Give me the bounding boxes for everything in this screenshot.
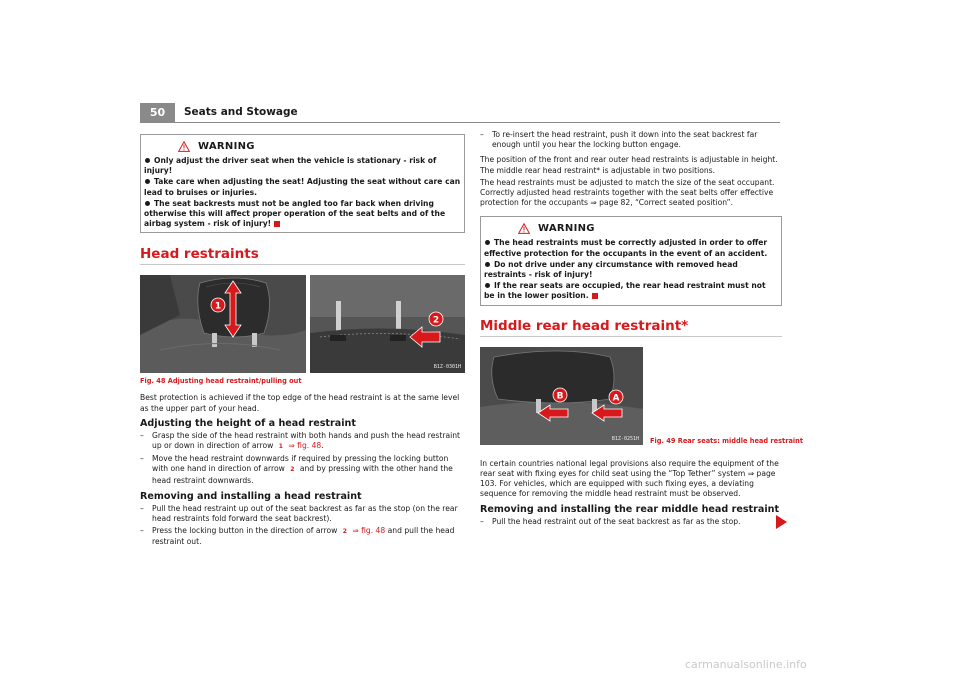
warning-title: WARNING [198,141,255,152]
list-item: – Pull the head restraint out of the seat backrest as far as the stop. [480,517,741,527]
warning-triangle-icon [518,223,530,234]
warning-text: Take care when adjusting the seat! Adjusting the seat without care can lead to bruises or injuries. [144,177,461,197]
middle-head-restraint-image [480,347,643,445]
head-restraint-seat-image [140,275,306,373]
left-column [140,134,465,548]
figure-code: B1Z-0251H [611,435,639,442]
warning-box-head-restraints [480,216,782,305]
warning-title: WARNING [538,223,595,235]
figure-48 [140,275,465,373]
warning-box-seat [140,134,465,233]
photo-pull-out-head-restraint [310,275,465,373]
bullet-icon [145,201,150,206]
callout-b: B [556,391,564,402]
photo-middle-head-restraint [480,347,643,445]
photo-adjust-head-restraint [140,275,306,373]
subheading-remove-install: Removing and installing a head restraint [140,490,362,502]
bullet-icon [485,240,490,245]
list-item: – Move the head restraint downwards if required by pressing the locking button with one hand in direction of arrow 2 and by pressing with the other hand the head restraint downwards. [140,454,453,485]
next-page-arrow-icon[interactable] [776,515,787,529]
page-header-title: Seats and Stowage [184,106,298,118]
callout-a: A [612,393,620,404]
arrow-callout-1: 1 [278,443,283,451]
warning-item [144,177,461,197]
footer-watermark: carmanualsonline.info [685,658,807,671]
paragraph: The head restraints must be adjusted to match the size of the seat occupant. Correctly adjusted head restraints together with the seat belts offer effective protection for the occupants ⇒ page 82, “Correct seated position”. [480,177,775,208]
figure-48-caption: Fig. 48 Adjusting head restraint/pulling out [140,377,302,386]
fig-48-link[interactable]: ⇒ fig. 48 [352,526,386,536]
arrow-callout-2: 2 [290,466,295,474]
warning-item: Do not drive under any circumstance with removed head restraints - risk of injury! [484,259,738,280]
right-column [480,130,803,528]
warning-item: The head restraints must be correctly adjusted in order to offer effective protection for the occupants in the event of an accident. [484,238,768,258]
figure-49-caption: Fig. 49 Rear seats: middle head restraint [650,436,803,445]
section-end-icon [592,293,598,299]
header-divider [140,122,780,123]
page-number: 50 [140,103,175,123]
figure-code: B1Z-0301H [433,364,461,371]
warning-item [144,156,461,176]
bullet-icon [145,158,150,163]
list-item: – Pull the head restraint up out of the seat backrest as far as the stop (on the rear head restraints fold forward the seat backrest). [140,503,458,524]
intro-paragraph: Best protection is achieved if the top edge of the head restraint is at the same level as the upper part of your head. [140,393,460,413]
warning-item [144,199,461,230]
callout-1: 1 [214,301,222,312]
bullet-icon [145,179,150,184]
warning-text: The seat backrests must not be angled too far back when driving otherwise this will affect proper operation of the seat belts and of the airbag system - risk of injury! [144,198,446,229]
bullet-icon [485,283,490,288]
arrow-callout-2: 2 [342,528,347,536]
section-end-icon [274,221,280,227]
warning-header [484,220,778,237]
list-item: – To re-insert the head restraint, push it down into the seat backrest far enough until you hear the locking button engage. [480,130,758,150]
warning-text: Only adjust the driver seat when the vehicle is stationary - risk of injury! [144,156,437,176]
warning-item: If the rear seats are occupied, the rear head restraint must not be in the lower position. [484,281,766,301]
warning-triangle-icon [178,141,190,152]
bullet-icon [485,262,490,267]
fig-48-link[interactable]: ⇒ fig. 48 [288,441,322,451]
paragraph: The position of the front and rear outer head restraints is adjustable in height. The middle rear head restraint* is adjustable in two positions. [480,155,778,175]
head-restraint-rods-image [310,275,465,373]
paragraph: In certain countries national legal provisions also require the equipment of the rear seat with fixing eyes for child seat using the “Top Tether” system ⇒ page 103. For vehicles, which are equipped with such fixing eyes, a deviating sequence for removing the middle head restraint must be observed. [480,458,779,499]
list-item: – Grasp the side of the head restraint with both hands and push the head restraint up or down in direction of arrow 1 ⇒ fig. 48. [140,431,465,452]
figure-49 [480,347,803,445]
list-item: – Press the locking button in the direction of arrow 2 ⇒ fig. 48 and pull the head restraint out. [140,526,455,547]
section-heading-head-restraints: Head restraints [140,246,465,265]
section-heading-middle-rear: Middle rear head restraint* [480,318,782,337]
subheading-adjust-height: Adjusting the height of a head restraint [140,417,356,429]
callout-2: 2 [432,315,440,326]
warning-header [144,138,461,155]
subheading-remove-middle: Removing and installing the rear middle head restraint [480,504,780,516]
